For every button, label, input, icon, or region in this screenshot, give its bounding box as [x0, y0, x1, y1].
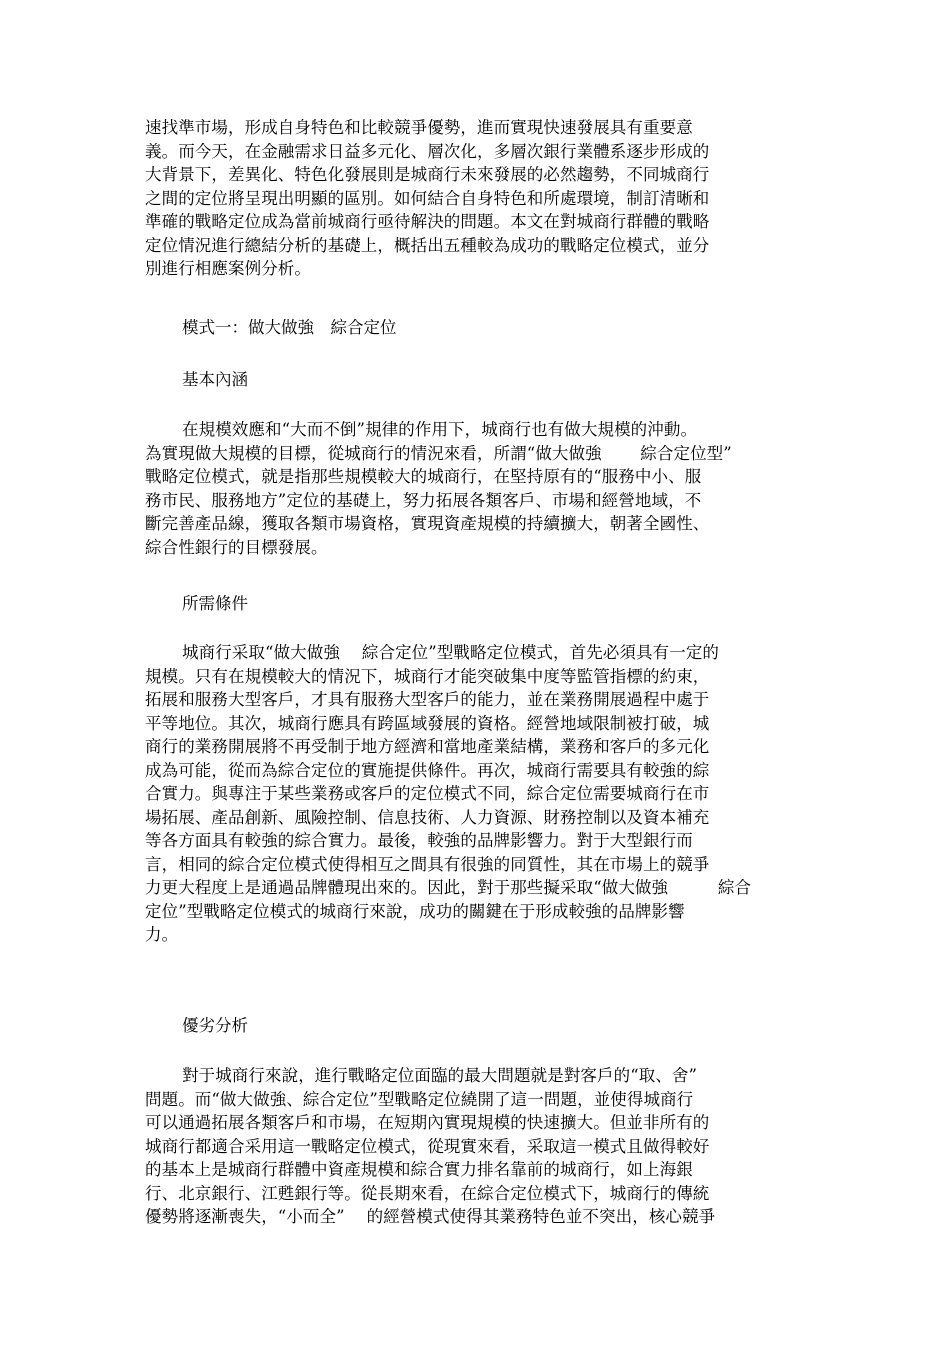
text-line: 大背景下，差異化、特色化發展則是城商行未來發展的必然趨勢，不同城商行: [145, 165, 710, 184]
section-heading-analysis: 優劣分析: [182, 1016, 248, 1035]
text-line: 問題。而“做大做強、綜合定位”型戰略定位繞開了這一問題，並使得城商行: [145, 1089, 694, 1109]
section-heading-conditions: 所需條件: [182, 594, 248, 613]
text-line: 拓展和服務大型客戶，才具有服務大型客戶的能力，並在業務開展過程中處于: [145, 690, 710, 709]
text-line: 對于城商行來說，進行戰略定位面臨的最大問題就是對客戶的“取、舍”: [182, 1066, 698, 1085]
intro-paragraph: [145, 116, 815, 281]
text-line: 別進行相應案例分析。: [145, 259, 311, 278]
text-line: 城商行都適合采用這一戰略定位模式，從現實來看，采取這一模式且做得較好: [145, 1136, 710, 1156]
text-line: 之間的定位將呈現出明顯的區別。如何結合自身特色和所處環境，制訂清晰和: [145, 188, 710, 208]
text-line: 商行的業務開展將不再受制于地方經濟和當地產業結構，業務和客戶的多元化: [145, 737, 710, 756]
text-line: 準確的戰略定位成為當前城商行亟待解決的問題。本文在對城商行群體的戰略: [145, 212, 710, 231]
text-line: 優勢將逐漸喪失，“小而全” 的經營模式使得其業務特色並不突出，核心競爭: [145, 1207, 716, 1226]
text-line: 綜合性銀行的目標發展。: [145, 537, 328, 557]
text-line: 力。: [145, 925, 179, 944]
basic-paragraph: [145, 418, 815, 559]
text-line: 場拓展、產品創新、風險控制、信息技術、人力資源、財務控制以及資本補充: [145, 807, 710, 827]
text-line: 的基本上是城商行群體中資產規模和綜合實力排名靠前的城商行，如上海銀: [145, 1160, 693, 1179]
text-line: 平等地位。其次，城商行應具有跨區域發展的資格。經營地域限制被打破，城: [145, 713, 710, 733]
text-line: 等各方面具有較強的綜合實力。最後，較強的品牌影響力。對于大型銀行而: [145, 831, 693, 850]
text-line: 務市民、服務地方”定位的基礎上，努力拓展各類客戶、市場和經營地域，不: [145, 490, 702, 510]
text-line: 義。而今天，在金融需求日益多元化、層次化，多層次銀行業體系逐步形成的: [145, 141, 710, 161]
text-line: 速找準市場，形成自身特色和比較競爭優勢，進而實現快速發展具有重要意: [145, 118, 693, 137]
text-line: 定位”型戰略定位模式的城商行來說，成功的關鍵在于形成較強的品牌影響: [145, 901, 685, 921]
text-line: 在規模效應和“大而不倒”規律的作用下，城商行也有做大規模的沖動。: [182, 420, 698, 439]
text-line: 戰略定位模式，就是指那些規模較大的城商行，在堅持原有的“服務中小、服: [145, 467, 702, 486]
text-line: 合實力。與專注于某些業務或客戶的定位模式不同，綜合定位需要城商行在市: [145, 784, 710, 803]
conditions-paragraph: [145, 641, 815, 947]
analysis-paragraph: [145, 1064, 815, 1229]
text-line: 定位情況進行總結分析的基礎上，概括出五種較為成功的戰略定位模式，並分: [145, 235, 710, 255]
text-line: 為實現做大規模的目標，從城商行的情況來看，所謂“做大做強 綜合定位型”: [145, 443, 732, 463]
text-line: 成為可能，從而為綜合定位的實施提供條件。再次，城商行需要具有較強的綜: [145, 760, 710, 780]
text-line: 可以通過拓展各類客戶和市場，在短期內實現規模的快速擴大。但並非所有的: [145, 1113, 710, 1132]
text-line: 言，相同的綜合定位模式使得相互之間具有很強的同質性，其在市場上的競爭: [145, 854, 710, 874]
text-line: 斷完善產品線，獲取各類市場資格，實現資產規模的持續擴大，朝著全國性、: [145, 514, 710, 533]
text-line: 城商行采取“做大做強 綜合定位”型戰略定位模式，首先必須具有一定的: [182, 643, 720, 662]
text-line: 行、北京銀行、江甦銀行等。從長期來看，在綜合定位模式下，城商行的傳統: [145, 1183, 710, 1203]
text-line: 規模。只有在規模較大的情況下，城商行才能突破集中度等監管指標的約束，: [145, 666, 710, 686]
section-heading-basic: 基本內涵: [182, 370, 248, 389]
text-line: 力更大程度上是通過品牌體現出來的。因此，對于那些擬采取“做大做強 綜合: [145, 878, 752, 897]
section-heading-mode-one: 模式一：做大做強 綜合定位: [182, 318, 397, 337]
